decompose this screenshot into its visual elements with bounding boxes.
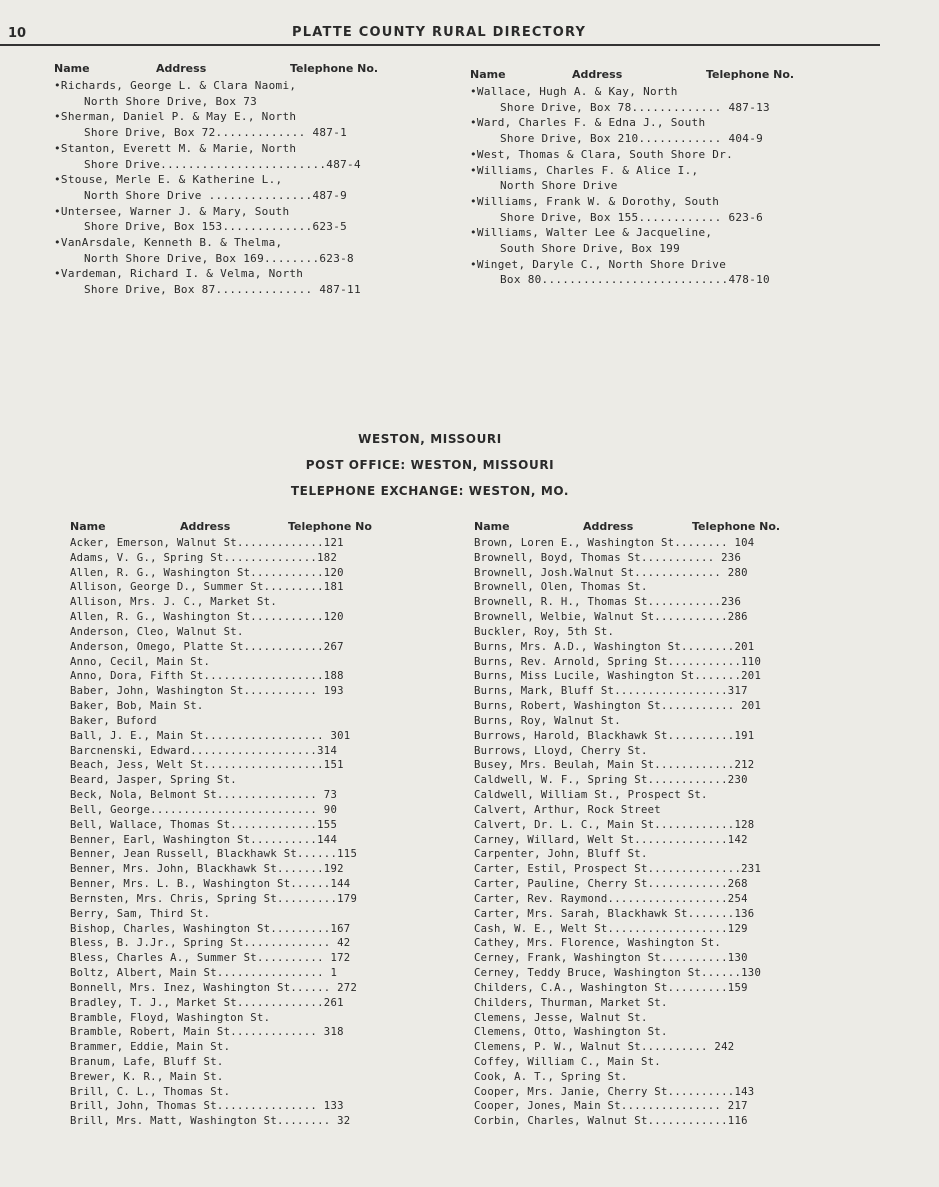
page-title: PLATTE COUNTY RURAL DIRECTORY (292, 25, 587, 40)
directory-entry: Brownell, Welbie, Walnut St...........286 (474, 611, 748, 624)
directory-entry: Bernsten, Mrs. Chris, Spring St.........179 (70, 892, 358, 905)
entry-address-line: Shore Drive........................487-4 (84, 157, 361, 171)
entry-name-line: •Sherman, Daniel P. & May E., North (54, 110, 297, 124)
entry-name-line: •Williams, Charles F. & Alice I., (470, 163, 699, 177)
name-header: Name (54, 62, 90, 75)
column-header (474, 520, 814, 536)
directory-entry: Ball, J. E., Main St.................. 301 (70, 729, 351, 742)
directory-entry (54, 235, 394, 266)
telephone-header: Telephone No (288, 520, 372, 533)
directory-entry (54, 204, 394, 235)
entry-address-line: Shore Drive, Box 72............. 487-1 (84, 126, 348, 140)
directory-entry: Cerney, Teddy Bruce, Washington St......130 (474, 967, 762, 980)
directory-entry: Adams, V. G., Spring St..............182 (70, 551, 338, 564)
directory-entry: Carter, Pauline, Cherry St............268 (474, 878, 748, 891)
top-right-column (470, 68, 810, 288)
directory-entry: Brownell, Josh.Walnut St............. 280 (474, 566, 748, 579)
entry-name-line: •West, Thomas & Clara, South Shore Dr. (470, 147, 734, 161)
entry-name-line: •Stanton, Everett M. & Marie, North (54, 141, 297, 155)
top-left-column (54, 62, 394, 298)
directory-entry: Cash, W. E., Welt St..................129 (474, 922, 748, 935)
directory-entry: Childers, Thurman, Market St. (474, 996, 668, 1009)
directory-entry: Benner, Jean Russell, Blackhawk St......115 (70, 848, 358, 861)
directory-entry: Burns, Mark, Bluff St.................317 (474, 685, 748, 698)
name-header: Name (474, 520, 510, 533)
entry-address-line: Shore Drive, Box 155............ 623-6 (500, 210, 764, 224)
directory-entry: Benner, Earl, Washington St..........144 (70, 833, 338, 846)
directory-entry: Busey, Mrs. Beulah, Main St............212 (474, 759, 755, 772)
directory-entry: Cooper, Mrs. Janie, Cherry St..........143 (474, 1085, 755, 1098)
directory-entry: Anderson, Cleo, Walnut St. (70, 625, 244, 638)
directory-entry: Brammer, Eddie, Main St. (70, 1041, 231, 1054)
page-number: 10 (8, 26, 27, 41)
entry-address-line: Box 80...........................478-10 (500, 273, 770, 287)
directory-entry: Anderson, Omego, Platte St............267 (70, 640, 344, 653)
directory-entry: Cerney, Frank, Washington St..........130 (474, 952, 748, 965)
name-header: Name (70, 520, 106, 533)
directory-entry: Bless, B. J.Jr., Spring St............. 42 (70, 937, 351, 950)
directory-entry: Bramble, Robert, Main St............. 318 (70, 1026, 344, 1039)
directory-entry: Calvert, Arthur, Rock Street (474, 803, 661, 816)
directory-entry: Burns, Robert, Washington St........... 201 (474, 700, 762, 713)
directory-entry: Burrows, Harold, Blackhawk St..........191 (474, 729, 755, 742)
directory-entry: Acker, Emerson, Walnut St.............121 (70, 537, 344, 549)
entry-address-line: North Shore Drive, Box 169........623-8 (84, 251, 354, 265)
directory-entry (54, 109, 394, 140)
directory-entry: Cooper, Jones, Main St............... 217 (474, 1100, 748, 1113)
directory-entry: Bramble, Floyd, Washington St. (70, 1011, 271, 1024)
entry-address-line: Shore Drive, Box 78............. 487-13 (500, 100, 770, 114)
directory-entry: Caldwell, W. F., Spring St............230 (474, 774, 748, 787)
directory-entry: Clemens, Jesse, Walnut St. (474, 1011, 648, 1024)
directory-entry: Brill, John, Thomas St............... 133 (70, 1100, 344, 1113)
directory-entry: Childers, C.A., Washington St.........159 (474, 981, 748, 994)
directory-entry: Carter, Rev. Raymond..................254 (474, 892, 748, 905)
directory-entry: Benner, Mrs. L. B., Washington St......144 (70, 878, 351, 891)
entry-address-line: North Shore Drive, Box 73 (84, 94, 258, 108)
directory-entry (470, 84, 810, 115)
directory-entry: Burns, Miss Lucile, Washington St.......201 (474, 670, 762, 683)
entry-name-line: •Williams, Frank W. & Dorothy, South (470, 194, 720, 208)
entry-address-line: North Shore Drive ...............487-9 (84, 188, 348, 202)
directory-entry: Bless, Charles A., Summer St.......... 172 (70, 952, 351, 965)
directory-entry: Cook, A. T., Spring St. (474, 1070, 628, 1083)
directory-entry: Buckler, Roy, 5th St. (474, 625, 615, 638)
directory-entry: Carney, Willard, Welt St..............142 (474, 833, 748, 846)
directory-entry: Allison, George D., Summer St.........181 (70, 581, 344, 594)
entry-address-line: Shore Drive, Box 210............ 404-9 (500, 132, 764, 146)
directory-entry: Brewer, K. R., Main St. (70, 1070, 224, 1083)
directory-entry: Anno, Dora, Fifth St..................188 (70, 670, 344, 683)
column-header (54, 62, 394, 78)
directory-entry: Allen, R. G., Washington St...........120 (70, 611, 344, 624)
entry-name-line: •Vardeman, Richard I. & Velma, North (54, 267, 304, 281)
directory-entry: Burrows, Lloyd, Cherry St. (474, 744, 648, 757)
directory-entry: Beck, Nola, Belmont St............... 73 (70, 789, 338, 802)
exchange-title: TELEPHONE EXCHANGE: WESTON, MO. (290, 484, 570, 498)
entries-list (470, 84, 810, 288)
directory-entry: Brown, Loren E., Washington St........ 104 (474, 537, 755, 549)
directory-entry (470, 257, 810, 288)
name-header: Name (470, 68, 506, 81)
directory-entry: Bell, Wallace, Thomas St.............155 (70, 818, 338, 831)
entry-name-line: •Williams, Walter Lee & Jacqueline, (470, 226, 713, 240)
entry-address-line: South Shore Drive, Box 199 (500, 242, 680, 256)
bottom-right-column (474, 520, 814, 1129)
directory-entry: Berry, Sam, Third St. (70, 907, 211, 920)
directory-entry: Brownell, Olen, Thomas St. (474, 581, 648, 594)
directory-entry: Clemens, P. W., Walnut St.......... 242 (474, 1041, 735, 1054)
directory-entry (54, 78, 394, 109)
directory-entry (54, 266, 394, 297)
bottom-left-column (70, 520, 410, 1129)
directory-entry (470, 115, 810, 146)
directory-entry: Coffey, William C., Main St. (474, 1055, 661, 1068)
entries-list (54, 78, 394, 298)
column-header (470, 68, 810, 84)
directory-entry: Carter, Mrs. Sarah, Blackhawk St.......136 (474, 907, 755, 920)
directory-entry: Burns, Mrs. A.D., Washington St........201 (474, 640, 755, 653)
directory-entry: Carpenter, John, Bluff St. (474, 848, 648, 861)
telephone-header: Telephone No. (692, 520, 781, 533)
directory-entry: Baker, Bob, Main St. (70, 700, 204, 713)
directory-entry: Corbin, Charles, Walnut St............116 (474, 1115, 748, 1128)
directory-entry: Brownell, R. H., Thomas St...........236 (474, 596, 742, 609)
entry-name-line: •Ward, Charles F. & Edna J., South (470, 116, 706, 130)
directory-entry: Cathey, Mrs. Florence, Washington St. (474, 937, 722, 950)
directory-entry: Carter, Estil, Prospect St..............231 (474, 863, 762, 876)
directory-entry: Bishop, Charles, Washington St.........167 (70, 922, 351, 935)
address-header: Address (572, 68, 623, 81)
directory-entry: Allen, R. G., Washington St...........120 (70, 566, 344, 579)
directory-entry (470, 225, 810, 256)
address-header: Address (156, 62, 207, 75)
directory-entry: Bell, George......................... 90 (70, 803, 338, 816)
column-header (70, 520, 410, 536)
directory-entry: Clemens, Otto, Washington St. (474, 1026, 668, 1039)
address-header: Address (583, 520, 634, 533)
directory-entry (54, 172, 394, 203)
directory-entry (470, 194, 810, 225)
entry-name-line: •VanArsdale, Kenneth B. & Thelma, (54, 236, 283, 250)
directory-entry: Bradley, T. J., Market St.............261 (70, 996, 344, 1009)
entry-address-line: Shore Drive, Box 153.............623-5 (84, 220, 348, 234)
directory-entry: Burns, Rev. Arnold, Spring St...........110 (474, 655, 762, 668)
entry-name-line: •Untersee, Warner J. & Mary, South (54, 204, 290, 218)
directory-entry: Brill, Mrs. Matt, Washington St........ 32 (70, 1115, 351, 1128)
directory-entry: Brownell, Boyd, Thomas St........... 236 (474, 551, 742, 564)
entry-name-line: •Richards, George L. & Clara Naomi, (54, 79, 297, 92)
directory-entry: Baber, John, Washington St........... 193 (70, 685, 344, 698)
town-title: WESTON, MISSOURI (358, 432, 502, 446)
directory-entry: Benner, Mrs. John, Blackhawk St.......192 (70, 863, 344, 876)
directory-entry: Baker, Buford (70, 714, 157, 727)
page-header (0, 22, 880, 46)
directory-entry (470, 163, 810, 194)
telephone-header: Telephone No. (290, 62, 379, 75)
entry-name-line: •Stouse, Merle E. & Katherine L., (54, 173, 283, 187)
entry-name-line: •Winget, Daryle C., North Shore Drive (470, 257, 727, 271)
entry-address-line: North Shore Drive (500, 179, 618, 193)
directory-entry (54, 141, 394, 172)
post-office-title: POST OFFICE: WESTON, MISSOURI (305, 458, 555, 472)
directory-entry: Beard, Jasper, Spring St. (70, 774, 237, 787)
entry-address-line: Shore Drive, Box 87.............. 487-11 (84, 283, 361, 297)
directory-entry: Caldwell, William St., Prospect St. (474, 789, 708, 802)
telephone-header: Telephone No. (706, 68, 795, 81)
directory-entry: Boltz, Albert, Main St................ 1 (70, 967, 338, 980)
directory-entry: Barcnenski, Edward...................314 (70, 744, 338, 757)
directory-entry: Anno, Cecil, Main St. (70, 655, 211, 668)
directory-entry: Beach, Jess, Welt St..................151 (70, 759, 344, 772)
directory-entry: Calvert, Dr. L. C., Main St............128 (474, 818, 755, 831)
directory-entry: Branum, Lafe, Bluff St. (70, 1055, 224, 1068)
directory-entry: Brill, C. L., Thomas St. (70, 1085, 231, 1098)
address-header: Address (180, 520, 231, 533)
directory-entry (470, 147, 810, 163)
entries-list (70, 536, 410, 1129)
directory-entry: Burns, Roy, Walnut St. (474, 714, 621, 727)
directory-entry: Allison, Mrs. J. C., Market St. (70, 596, 278, 609)
directory-entry: Bonnell, Mrs. Inez, Washington St...... 272 (70, 981, 358, 994)
entries-list (474, 536, 814, 1129)
entry-name-line: •Wallace, Hugh A. & Kay, North (470, 85, 678, 98)
